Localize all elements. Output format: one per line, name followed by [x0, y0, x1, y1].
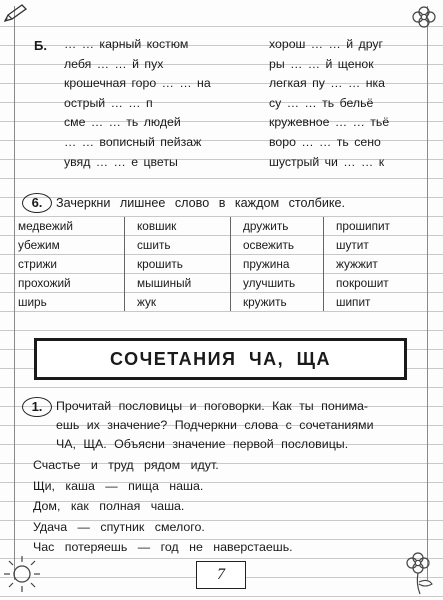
phrase-row: хорош … … й друг [269, 37, 384, 51]
phrase-row: лебя … … й пух [64, 56, 164, 71]
section-title: СОЧЕТАНИЯ ЧА, ЩА [110, 348, 331, 369]
word-columns-table [18, 217, 418, 311]
word-column-3 [230, 217, 295, 311]
word-cell: крошить [137, 257, 183, 271]
word-cell: улучшить [243, 276, 296, 290]
section-b-left-column [64, 35, 211, 172]
flower-icon [408, 2, 440, 34]
word-cell: жук [137, 295, 157, 309]
proverb-line: Удача — спутник смелого. [33, 519, 205, 534]
sun-icon [2, 552, 42, 594]
section-b-right-column [269, 35, 389, 172]
task-number-badge: 6. [22, 193, 52, 213]
task-6-instruction: Зачеркни лишнее слово в каждом столбике. [56, 196, 346, 210]
word-cell: мышиный [137, 276, 192, 290]
word-column-2 [124, 217, 191, 311]
phrase-row: ры … … й щенок [269, 56, 374, 71]
flower-icon [400, 548, 440, 596]
pencil-icon [2, 2, 32, 24]
phrase-row: воро … … ть сено [269, 134, 381, 149]
phrase-row: увяд … … е цветы [64, 154, 178, 169]
word-column-4 [323, 217, 390, 311]
word-cell: дружить [243, 219, 289, 233]
section-b-label: Б. [34, 38, 47, 53]
phrase-row: шустрый чи … … к [269, 154, 385, 169]
word-column-1 [18, 217, 73, 311]
phrase-row: острый … … п [64, 95, 153, 110]
task-1-instruction-line: Прочитай пословицы и поговорки. Как ты понима- [56, 399, 369, 413]
proverb-line: Счастье и труд рядом идут. [33, 458, 219, 472]
word-cell: медвежий [18, 219, 73, 233]
word-cell: ковшик [137, 219, 177, 233]
word-cell: освежить [243, 238, 295, 252]
word-cell: шутит [336, 238, 369, 252]
phrase-row: … … карный костюм [64, 37, 189, 51]
word-cell: прошипит [336, 219, 390, 233]
task-6-heading [22, 192, 345, 214]
proverb-line: Час потеряешь — год не наверстаешь. [33, 540, 293, 554]
word-cell: сшить [137, 238, 171, 252]
proverb-line: Щи, каша — пища наша. [33, 478, 204, 493]
phrase-row: легкая пу … … нка [269, 76, 385, 91]
word-cell: покрошит [336, 276, 389, 290]
word-cell: кружить [243, 295, 287, 309]
task-1-instruction-line: ешь их значение? Подчеркни слова с сочетаниями [56, 418, 374, 432]
phrase-row: кружевное … … тьё [269, 115, 390, 130]
phrase-row: сме … … ть людей [64, 115, 181, 130]
task-number-badge: 1. [22, 397, 52, 417]
word-cell: шипит [336, 295, 371, 309]
proverbs-list [33, 455, 293, 558]
word-cell: ширь [18, 295, 47, 309]
section-title-box [34, 338, 407, 380]
right-margin-line [427, 6, 428, 580]
proverb-line: Дом, как полная чаша. [33, 499, 185, 513]
word-cell: стрижи [18, 257, 57, 271]
phrase-row: крошечная горо … … на [64, 76, 211, 91]
task-1-instruction-line: ЧА, ЩА. Объясни значение первой пословицы. [56, 437, 349, 451]
page-number: 7 [196, 561, 246, 589]
word-cell: жужжит [336, 257, 378, 271]
phrase-row: су … … ть бельё [269, 95, 374, 110]
word-cell: пружина [243, 257, 290, 271]
word-cell: убежим [18, 238, 60, 252]
left-margin-line [14, 6, 15, 580]
word-cell: прохожий [18, 276, 71, 290]
phrase-row: … … вописный пейзаж [64, 134, 202, 149]
